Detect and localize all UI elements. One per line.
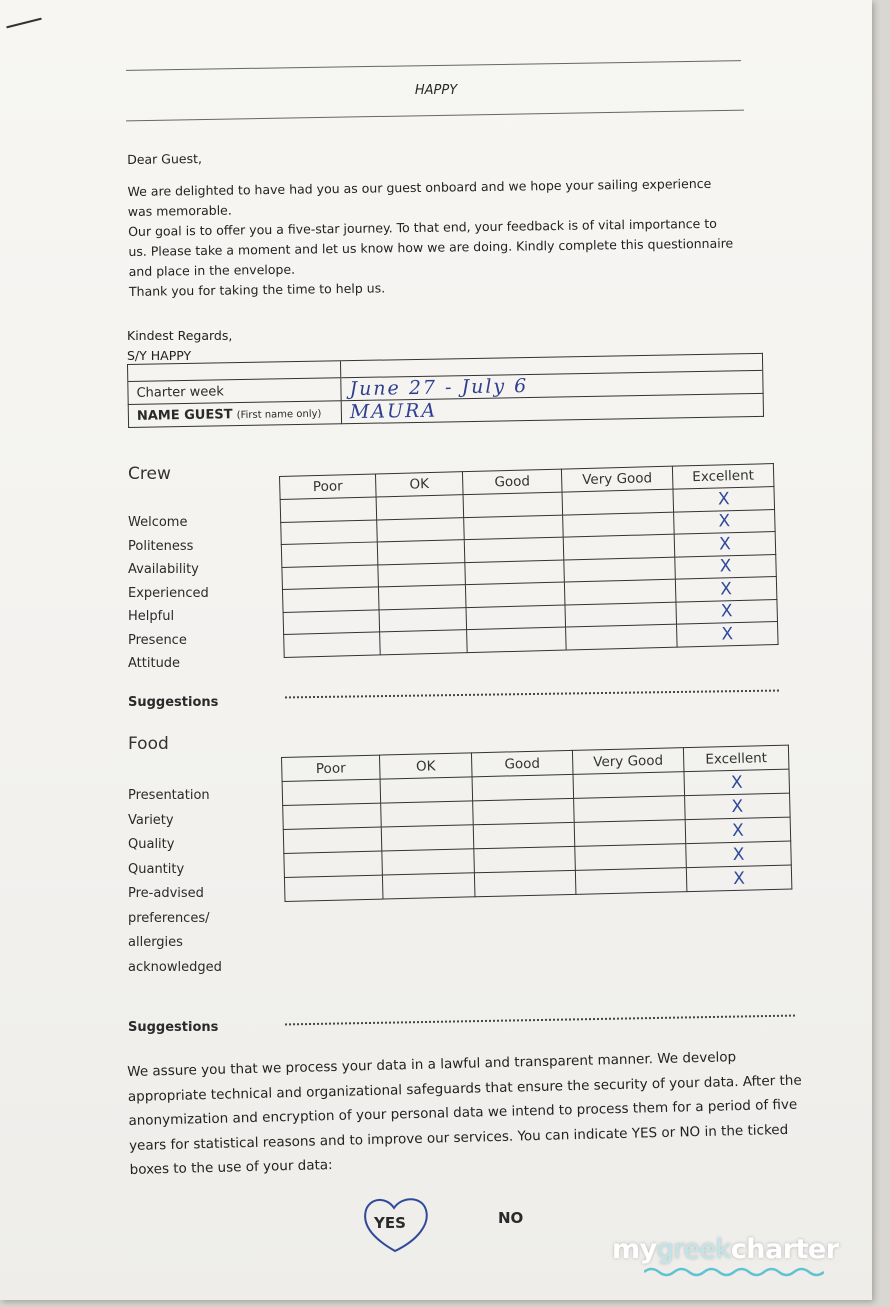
rating-row-label: Presence [128, 632, 187, 648]
food-suggestions-label: Suggestions [128, 1020, 219, 1035]
column-header-very-good: Very Good [572, 748, 684, 775]
rating-cell-ok[interactable] [380, 777, 473, 803]
rating-cell-very-good[interactable] [574, 796, 686, 823]
rating-row-label: acknowledged [128, 959, 222, 975]
rating-row-label: preferences/ [128, 910, 210, 926]
rating-cell-very-good[interactable] [564, 557, 676, 582]
yes-option[interactable] [360, 1194, 430, 1254]
rating-cell-good[interactable] [465, 560, 565, 585]
rating-row-label: Quality [128, 837, 175, 852]
yes-label: YES [374, 1214, 406, 1232]
rating-cell-good[interactable] [473, 798, 575, 824]
guest-name-label [128, 401, 341, 428]
header-rule-bottom [126, 110, 744, 122]
rating-cell-ok[interactable] [376, 495, 464, 520]
rating-cell-good[interactable] [474, 870, 576, 896]
logo-part-charter: charter [730, 1234, 839, 1265]
pen-mark [6, 18, 41, 29]
rating-cell-good[interactable] [467, 627, 567, 652]
rating-cell-good[interactable] [474, 846, 576, 872]
column-header-good: Good [462, 469, 562, 495]
signoff [127, 326, 232, 366]
vessel-title: HAPPY [414, 83, 458, 98]
rating-cell-excellent[interactable]: X [685, 793, 791, 820]
rating-cell-excellent[interactable]: X [674, 509, 776, 534]
rating-cell-poor[interactable] [284, 851, 383, 877]
rating-cell-poor[interactable] [282, 587, 379, 612]
rating-cell-ok[interactable] [377, 517, 465, 542]
rating-cell-very-good[interactable] [566, 624, 678, 649]
signoff-text: Kindest Regards, [127, 328, 233, 343]
rating-row-label: Helpful [128, 609, 175, 624]
crew-rating-table [279, 463, 779, 657]
header-rule-top [126, 60, 741, 71]
guest-name-note: (First name only) [236, 408, 322, 421]
food-rating-table [281, 745, 792, 902]
rating-cell-very-good[interactable] [575, 868, 687, 895]
charter-info-table [127, 353, 764, 428]
rating-cell-good[interactable] [464, 537, 564, 562]
column-header-excellent: Excellent [683, 745, 789, 772]
food-section-title: Food [128, 734, 169, 754]
crew-row-labels [128, 511, 209, 676]
logo-wave-icon [644, 1266, 824, 1278]
rating-cell-excellent[interactable]: X [675, 577, 777, 602]
rating-cell-ok[interactable] [381, 825, 474, 851]
food-suggestions-line[interactable] [285, 1015, 795, 1026]
letter-paragraph-3: Thank you for taking the time to help us. [128, 280, 386, 299]
rating-cell-poor[interactable] [282, 779, 381, 805]
rating-cell-very-good[interactable] [573, 772, 685, 799]
rating-cell-very-good[interactable] [565, 602, 677, 627]
rating-row-label: Pre-advised [128, 886, 204, 901]
crew-section-title: Crew [128, 464, 171, 484]
letter-paragraph-2: Our goal is to offer you a five-star journey. To that end, your feedback is of vital importance to us. Please take a moment and let us know how we are doing. Kindly complete this questionnaire and place in the envelope. [128, 215, 734, 279]
column-header-good: Good [471, 750, 573, 776]
rating-cell-excellent[interactable]: X [676, 599, 778, 624]
logo-part-greek: greek [656, 1234, 731, 1265]
rating-row-label: Attitude [128, 656, 181, 671]
rating-cell-ok[interactable] [381, 801, 474, 827]
no-option[interactable]: NO [498, 1209, 524, 1227]
rating-cell-very-good[interactable] [563, 512, 675, 537]
rating-cell-excellent[interactable]: X [675, 554, 777, 579]
signature-text: S/Y HAPPY [127, 348, 192, 363]
rating-cell-poor[interactable] [281, 542, 378, 567]
letter-paragraph-1: We are delighted to have had you as our guest onboard and we hope your sailing experience was memorable. [127, 175, 712, 219]
watermark-logo [612, 1234, 839, 1265]
rating-cell-poor[interactable] [283, 827, 382, 853]
column-header-excellent: Excellent [672, 464, 774, 490]
charter-week-value: June 27 - July 6 [349, 375, 529, 401]
column-header-ok: OK [379, 753, 472, 779]
rating-row-label: Experienced [128, 585, 209, 601]
rating-cell-ok[interactable] [378, 562, 466, 587]
rating-cell-excellent[interactable]: X [685, 817, 791, 844]
rating-cell-good[interactable] [473, 822, 575, 848]
rating-cell-excellent[interactable]: X [674, 532, 776, 557]
rating-cell-good[interactable] [464, 515, 564, 540]
rating-cell-excellent[interactable]: X [673, 487, 775, 512]
rating-row-label: Politeness [128, 538, 194, 554]
guest-name-value: MAURA [349, 399, 438, 424]
letter-body [127, 141, 739, 302]
rating-cell-ok[interactable] [377, 540, 465, 565]
rating-cell-good[interactable] [472, 774, 574, 800]
rating-cell-poor[interactable] [283, 609, 380, 634]
rating-cell-poor[interactable] [281, 519, 378, 544]
rating-row-label: Presentation [128, 788, 210, 803]
rating-cell-poor[interactable] [283, 803, 382, 829]
rating-cell-very-good[interactable] [575, 844, 687, 871]
rating-row-label: Quantity [128, 861, 185, 877]
rating-cell-excellent[interactable]: X [686, 841, 792, 868]
rating-row-label: Variety [128, 812, 174, 828]
rating-cell-poor[interactable] [284, 632, 381, 657]
rating-cell-ok[interactable] [382, 873, 475, 899]
rating-cell-good[interactable] [463, 492, 563, 517]
rating-cell-very-good[interactable] [562, 489, 674, 514]
crew-suggestions-label: Suggestions [128, 695, 219, 710]
rating-row-label: Welcome [128, 515, 188, 530]
rating-cell-ok[interactable] [379, 607, 467, 632]
rating-row-label: allergies [128, 935, 183, 950]
logo-part-my: my [612, 1234, 657, 1265]
rating-cell-ok[interactable] [380, 630, 468, 655]
column-header-poor: Poor [282, 755, 381, 781]
charter-week-label: Charter week [128, 378, 341, 405]
food-row-labels [128, 784, 222, 980]
column-header-ok: OK [375, 472, 463, 497]
rating-cell-very-good[interactable] [563, 534, 675, 559]
rating-cell-very-good[interactable] [564, 579, 676, 604]
crew-suggestions-line[interactable] [285, 690, 779, 699]
rating-cell-ok[interactable] [382, 849, 475, 875]
greeting: Dear Guest, [127, 150, 203, 167]
rating-row-label: Availability [128, 562, 199, 577]
rating-cell-good[interactable] [465, 582, 565, 607]
rating-cell-very-good[interactable] [574, 820, 686, 847]
rating-cell-excellent[interactable]: X [684, 769, 790, 796]
rating-cell-ok[interactable] [378, 585, 466, 610]
rating-cell-good[interactable] [466, 605, 566, 630]
rating-cell-excellent[interactable]: X [686, 865, 792, 892]
privacy-text: We assure you that we process your data in a lawful and transparent manner. We develop appropriate technical and organizational safeguards that ensure the security of your data. After the anonymization and encryption of your personal data we intend to process them for a period of five years for statistical reasons and to improve our services. You can indicate YES or NO in the ticked boxes to the use of your data: [127, 1049, 802, 1178]
rating-cell-poor[interactable] [284, 875, 383, 901]
rating-cell-poor[interactable] [282, 564, 379, 589]
rating-cell-poor[interactable] [280, 497, 377, 522]
column-header-very-good: Very Good [561, 466, 673, 492]
column-header-poor: Poor [280, 474, 377, 500]
guest-name-label-text: NAME GUEST [136, 406, 233, 424]
rating-cell-excellent[interactable]: X [677, 622, 779, 647]
